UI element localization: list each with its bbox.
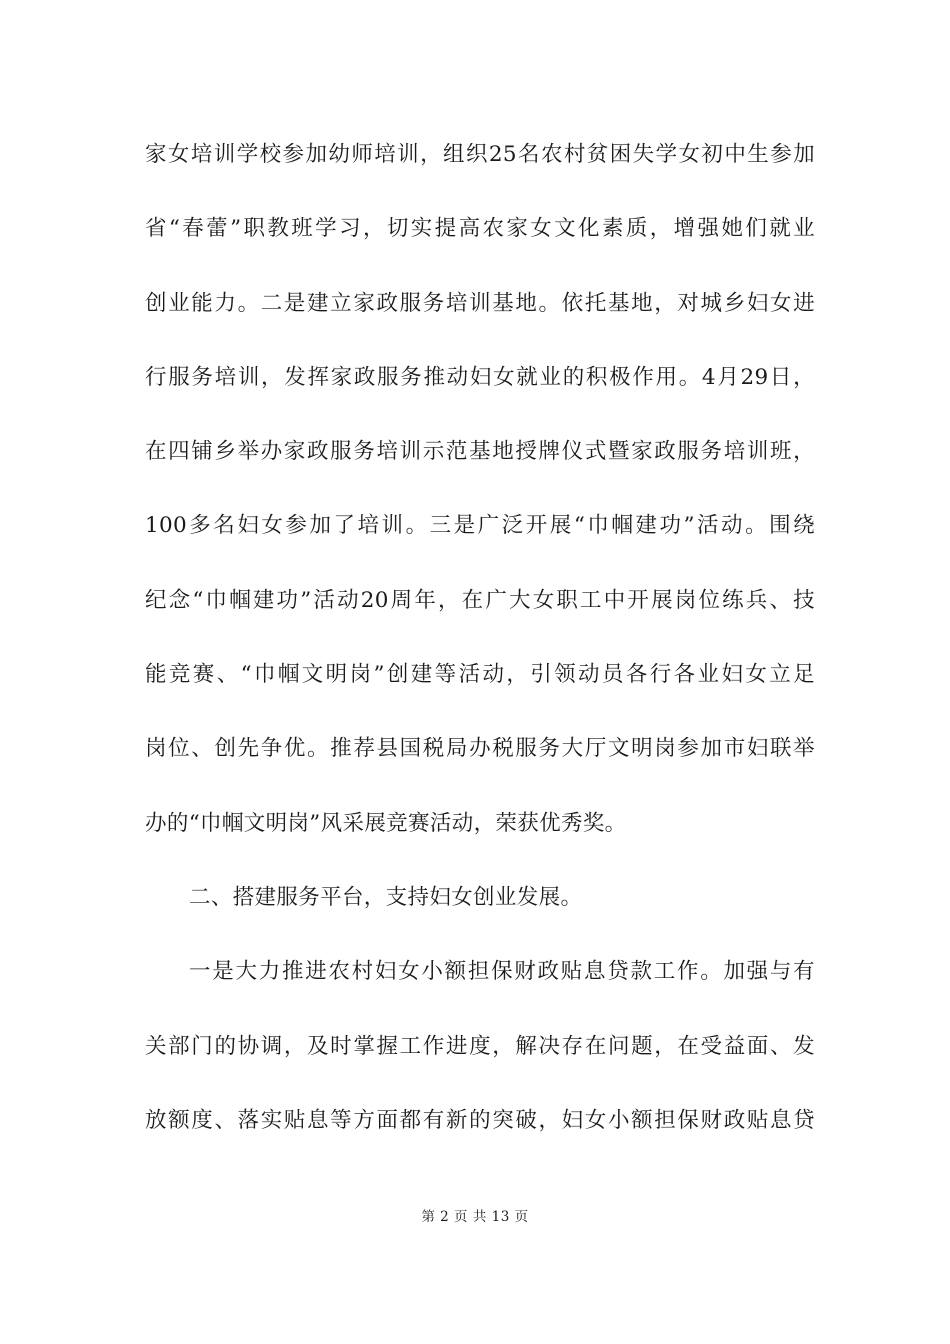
text-line-1: 家女培训学校参加幼师培训，组织25名农村贫困失学女初中生参加 [145, 142, 815, 167]
text-line-10: 办的“巾帼文明岗”风采展竞赛活动，荣获优秀奖。 [145, 810, 627, 836]
text-line-3: 创业能力。二是建立家政服务培训基地。依托基地，对城乡妇女进 [145, 290, 815, 316]
text-line-13: 关部门的协调，及时掌握工作进度，解决存在问题，在受益面、发 [145, 1033, 815, 1059]
text-line-5: 在四铺乡举办家政服务培训示范基地授牌仪式暨家政服务培训班， [145, 439, 815, 465]
text-line-14: 放额度、落实贴息等方面都有新的突破，妇女小额担保财政贴息贷 [145, 1107, 815, 1133]
text-line-4: 行服务培训，发挥家政服务推动妇女就业的积极作用。4月29日， [145, 364, 815, 390]
text-line-12: 一是大力推进农村妇女小额担保财政贴息贷款工作。加强与有 [189, 959, 815, 985]
page-footer [0, 1208, 950, 1226]
page-number-label: 第 2 页 共 13 页 [421, 1209, 529, 1225]
text-line-9: 岗位、创先争优。推荐县国税局办税服务大厅文明岗参加市妇联举 [145, 736, 815, 762]
text-line-8: 能竞赛、“巾帼文明岗”创建等活动，引领动员各行各业妇女立足 [145, 662, 815, 688]
text-line-2: 省“春蕾”职教班学习，切实提高农家女文化素质，增强她们就业 [145, 216, 815, 242]
section-heading: 二、搭建服务平台，支持妇女创业发展。 [189, 884, 583, 910]
text-line-7: 纪念“巾帼建功”活动20周年，在广大女职工中开展岗位练兵、技 [145, 587, 815, 613]
text-line-6: 100多名妇女参加了培训。三是广泛开展“巾帼建功”活动。围绕 [145, 513, 815, 539]
body-text [145, 134, 815, 1174]
